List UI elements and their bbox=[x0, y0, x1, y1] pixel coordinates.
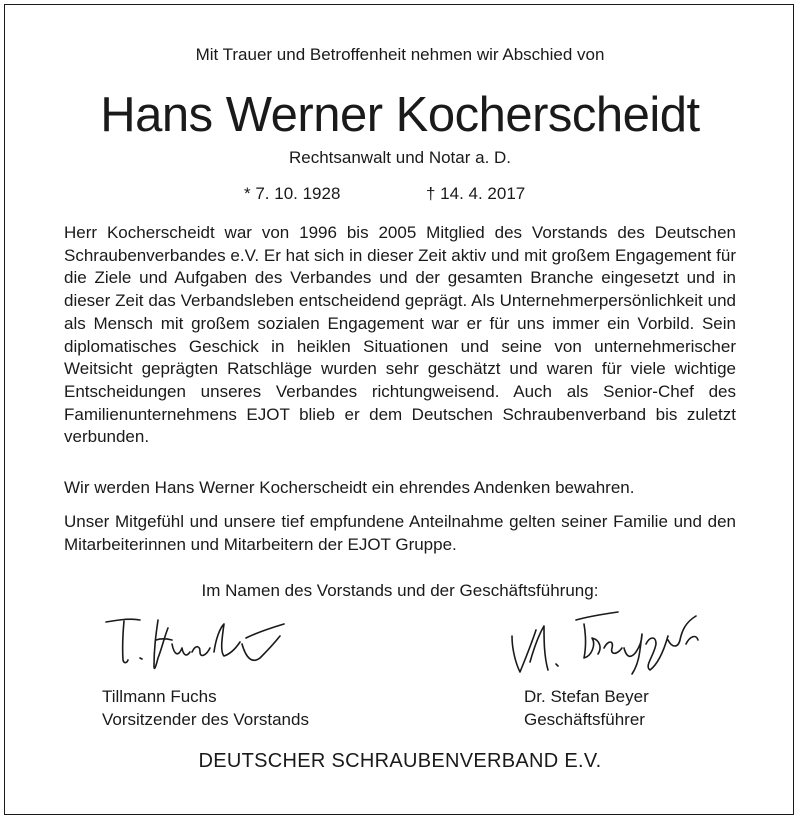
birth-date: * 7. 10. 1928 bbox=[244, 184, 341, 203]
signer-name: Tillmann Fuchs bbox=[102, 687, 217, 706]
tribute-paragraph: Herr Kocherscheidt war von 1996 bis 2005 Mitglied des Vorstands des Deutschen Schraubenverbandes e.V. Er hat sich in dieser Zeit aktiv und mit großem Engagement für die Ziele und Aufgaben des Verbandes und der gesamten Branche eingesetzt und in dieser Zeit das Verbandsleben entscheidend geprägt. Als Unternehmerpersönlichkeit und als Mensch mit großem sozialen Engagement war er für uns immer ein Vorbild. Sein diplomatisches Geschick in heiklen Situationen und seine von unternehmerischer Weitsicht geprägten Ratschläge wurden sehr geschätzt und waren für viele wichtige Entscheidungen unseres Verbandes richtungweisend. Auch als Senior-Chef des Familienunternehmens EJOT blieb er dem Deutschen Schraubenverband bis zuletzt verbunden. bbox=[64, 223, 736, 447]
signer-beyer bbox=[524, 686, 649, 731]
condolence-paragraph: Unser Mitgefühl und unsere tief empfundene Anteilnahme gelten seiner Familie und den Mitarbeiterinnen und Mitarbeitern der EJOT Gruppe. bbox=[64, 512, 736, 554]
deceased-title: Rechtsanwalt und Notar a. D. bbox=[288, 148, 512, 167]
remembrance-paragraph: Wir werden Hans Werner Kocherscheidt ein ehrendes Andenken bewahren. bbox=[64, 478, 635, 497]
intro-line: Mit Trauer und Betroffenheit nehmen wir Abschied von bbox=[195, 45, 605, 64]
on-behalf-line: Im Namen des Vorstands und der Geschäftsführung: bbox=[201, 581, 599, 600]
death-date: † 14. 4. 2017 bbox=[426, 184, 526, 203]
signer-fuchs bbox=[102, 686, 309, 731]
organization-name: DEUTSCHER SCHRAUBENVERBAND E.V. bbox=[198, 750, 602, 772]
signature-fuchs bbox=[96, 608, 306, 678]
deceased-name: Hans Werner Kocherscheidt bbox=[100, 88, 700, 142]
signer-role: Vorsitzender des Vorstands bbox=[102, 709, 309, 729]
signer-role: Geschäftsführer bbox=[524, 709, 645, 729]
signature-beyer bbox=[500, 600, 715, 682]
signer-name: Dr. Stefan Beyer bbox=[524, 687, 649, 706]
